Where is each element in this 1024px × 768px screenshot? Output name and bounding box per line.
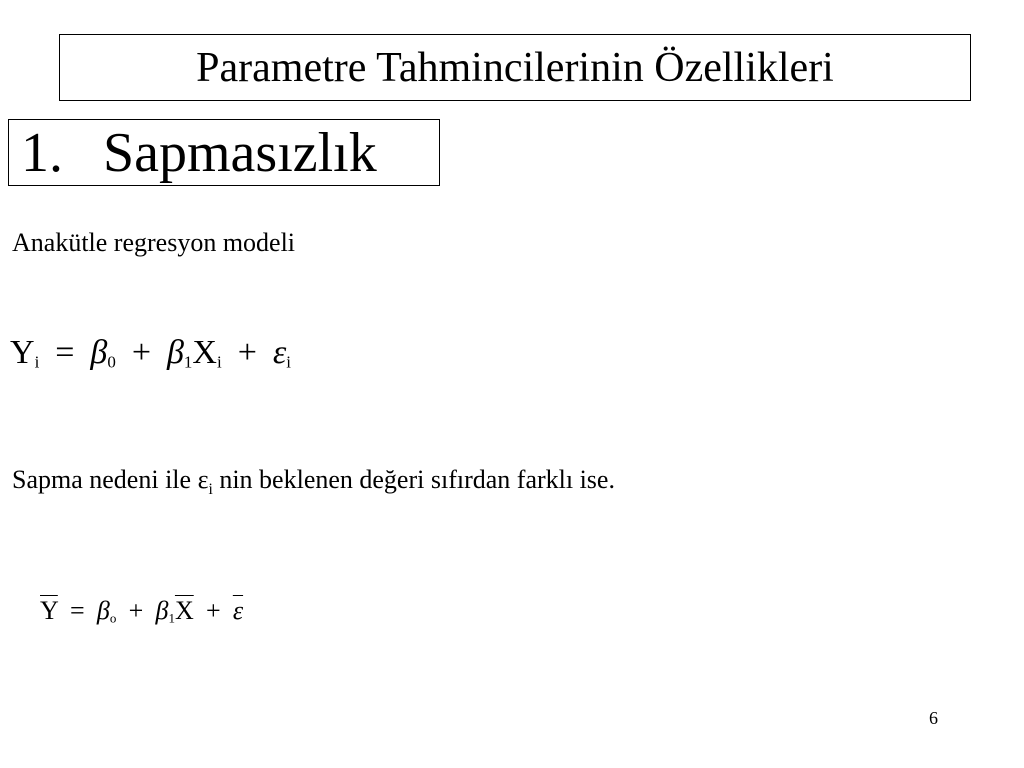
eq1-x: X xyxy=(192,334,217,371)
section-number: 1. xyxy=(21,122,63,184)
eq2-beta0-sub: o xyxy=(109,610,117,626)
eq1-epsilon-sub: i xyxy=(286,352,291,372)
eq1-beta1-sub: 1 xyxy=(183,352,193,372)
eq2-plus-1: + xyxy=(128,596,144,625)
bias-sentence-epsilon-sub: i xyxy=(208,481,213,499)
eq1-epsilon: ε xyxy=(272,334,287,371)
slide-title: Parametre Tahmincilerinin Özellikleri xyxy=(196,44,834,91)
section-heading-box xyxy=(8,119,440,186)
page-number: 6 xyxy=(929,708,938,728)
eq2-plus-2: + xyxy=(205,596,221,625)
eq1-x-sub: i xyxy=(216,352,222,372)
eq1-plus-1: + xyxy=(131,334,152,371)
eq2-beta1: β xyxy=(155,596,169,625)
population-regression-equation xyxy=(10,334,291,372)
section-heading: Sapmasızlık xyxy=(103,122,377,184)
eq1-beta0-sub: 0 xyxy=(107,352,116,372)
eq1-beta0: β xyxy=(90,334,108,371)
eq2-beta1-sub: 1 xyxy=(168,610,175,626)
mean-regression-equation xyxy=(40,596,243,626)
eq2-x-bar: $\overline{X}$ xyxy=(174,596,194,625)
eq2-equals: = xyxy=(70,596,85,625)
bias-sentence-epsilon: ε xyxy=(197,465,209,494)
eq2-y-bar: $\overline{Y}$ xyxy=(40,596,58,625)
eq1-y-sub: i xyxy=(34,352,40,372)
bias-sentence-after: nin beklenen değeri sıfırdan farklı ise. xyxy=(212,465,615,494)
eq1-beta1: β xyxy=(166,334,184,371)
eq1-y: Y xyxy=(10,334,35,371)
eq1-plus-2: + xyxy=(237,334,257,371)
eq2-beta0: β xyxy=(96,596,110,625)
bias-sentence-before: Sapma nedeni ile xyxy=(12,465,198,494)
slide-title-box xyxy=(59,34,971,101)
bias-sentence xyxy=(12,465,615,499)
eq2-epsilon-bar: $\overline{\varepsilon}$ xyxy=(232,596,244,625)
intro-text: Anakütle regresyon modeli xyxy=(12,228,296,257)
eq1-equals: = xyxy=(55,334,75,371)
